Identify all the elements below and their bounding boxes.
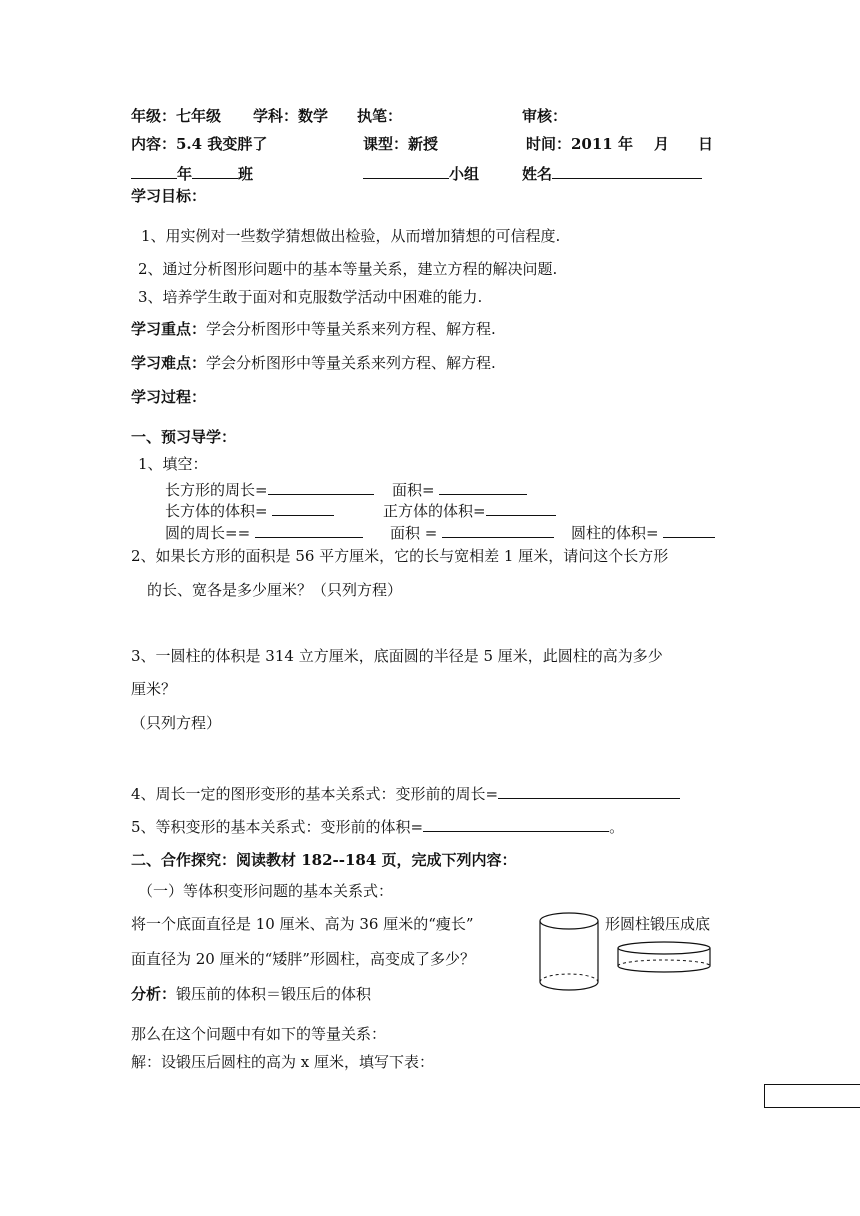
- grade-label: 年级：七年级: [131, 107, 222, 125]
- solution-line: 解：设锻压后圆柱的高为 x 厘米，填写下表：: [131, 1053, 434, 1071]
- name-row: [522, 162, 702, 184]
- cylinder-volume-label: 圆柱的体积=: [571, 524, 659, 542]
- q5-line: [131, 815, 624, 837]
- subject-label: 学科：数学: [253, 107, 329, 125]
- section2-sub1: （一）等体积变形问题的基本关系式：: [138, 882, 394, 900]
- q4-line: [131, 782, 680, 804]
- area2-blank[interactable]: [442, 521, 554, 538]
- group-row: [363, 162, 479, 184]
- short-cylinder-figure: [614, 940, 714, 974]
- content-label: 内容：5.4 我变胖了: [131, 135, 268, 153]
- problem-line1: 将一个底面直径是 10 厘米、高为 36 厘米的“瘦长”: [131, 915, 474, 933]
- fill-row-2b: [383, 499, 556, 521]
- class-row: [131, 162, 253, 184]
- cuboid-volume-label: 长方体的体积=: [165, 502, 268, 520]
- section1-heading: 一、预习导学：: [131, 428, 237, 446]
- area-label: 面积=: [392, 481, 435, 499]
- year-blank[interactable]: [131, 162, 177, 179]
- fill-label: 1、填空：: [138, 455, 208, 473]
- name-label: 姓名: [522, 165, 553, 183]
- area-blank[interactable]: [439, 478, 527, 495]
- key-point-text: 学会分析图形中等量关系来列方程、解方程.: [206, 320, 496, 338]
- year-label: 年: [177, 165, 193, 183]
- lesson-type-label: 课型：新授: [363, 135, 439, 153]
- rect-perimeter-blank[interactable]: [268, 478, 374, 495]
- q5-text: 5、等积变形的基本关系式：变形前的体积=: [131, 818, 424, 836]
- cylinder-volume-blank[interactable]: [663, 521, 715, 538]
- name-blank[interactable]: [552, 162, 702, 179]
- section2-heading: 二、合作探究：阅读教材 182--184 页，完成下列内容：: [131, 851, 517, 869]
- cube-volume-label: 正方体的体积=: [383, 502, 486, 520]
- rect-perimeter-label: 长方形的周长=: [165, 481, 268, 499]
- objectives-heading: 学习目标：: [131, 187, 207, 205]
- process-heading: 学习过程：: [131, 388, 207, 406]
- key-point-label: 学习重点：: [131, 320, 207, 338]
- time-label: 时间：2011 年: [526, 135, 633, 153]
- relation-line: 那么在这个问题中有如下的等量关系：: [131, 1025, 387, 1043]
- fill-row-2: [165, 499, 334, 521]
- review-label: 审核：: [522, 107, 568, 125]
- objective-item: 3、培养学生敢于面对和克服数学活动中困难的能力.: [138, 288, 483, 306]
- q5-blank[interactable]: [423, 815, 609, 832]
- day-label: 日: [698, 135, 714, 153]
- fill-row-3c: [571, 521, 715, 543]
- circle-perimeter-label: 圆的周长==: [165, 524, 251, 542]
- difficulty: [131, 353, 496, 373]
- q3-line2: 厘米？: [131, 680, 177, 698]
- problem-line1-right: 形圆柱锻压成底: [605, 915, 711, 933]
- tall-cylinder-figure: [536, 910, 602, 994]
- analysis-label: 分析：: [131, 985, 177, 1003]
- q4-text: 4、周长一定的图形变形的基本关系式：变形前的周长=: [131, 785, 499, 803]
- q5-end: 。: [609, 818, 625, 836]
- author-label: 执笔：: [357, 107, 403, 125]
- q3-line3: （只列方程）: [131, 714, 222, 732]
- q2-line1: 2、如果长方形的面积是 56 平方厘米，它的长与宽相差 1 厘米，请问这个长方形: [131, 547, 669, 565]
- objective-item: 2、通过分析图形问题中的基本等量关系，建立方程的解决问题.: [138, 260, 558, 278]
- fill-row-3: [165, 521, 363, 543]
- difficulty-label: 学习难点：: [131, 354, 207, 372]
- q4-blank[interactable]: [498, 782, 680, 799]
- difficulty-text: 学会分析图形中等量关系来列方程、解方程.: [206, 354, 496, 372]
- class-label: 班: [238, 165, 254, 183]
- group-label: 小组: [449, 165, 480, 183]
- group-blank[interactable]: [363, 162, 449, 179]
- cuboid-volume-blank[interactable]: [272, 499, 334, 516]
- cube-volume-blank[interactable]: [486, 499, 556, 516]
- fill-row-1b: [392, 478, 527, 500]
- month-label: 月: [654, 135, 670, 153]
- area2-label: 面积 =: [390, 524, 438, 542]
- objective-item: 1、用实例对一些数学猜想做出检验，从而增加猜想的可信程度.: [141, 227, 561, 245]
- q2-line2: 的长、宽各是多少厘米？（只列方程）: [147, 581, 403, 599]
- class-blank[interactable]: [192, 162, 238, 179]
- circle-perimeter-blank[interactable]: [255, 521, 363, 538]
- fill-row-1: [165, 478, 374, 500]
- fill-row-3b: [390, 521, 554, 543]
- key-point: [131, 319, 496, 339]
- analysis-line: [131, 984, 371, 1004]
- table-edge: [764, 1084, 860, 1108]
- q3-line1: 3、一圆柱的体积是 314 立方厘米，底面圆的半径是 5 厘米，此圆柱的高为多少: [131, 647, 663, 665]
- analysis-text: 锻压前的体积＝锻压后的体积: [176, 985, 372, 1003]
- problem-line2: 面直径为 20 厘米的“矮胖”形圆柱，高变成了多少？: [131, 950, 475, 968]
